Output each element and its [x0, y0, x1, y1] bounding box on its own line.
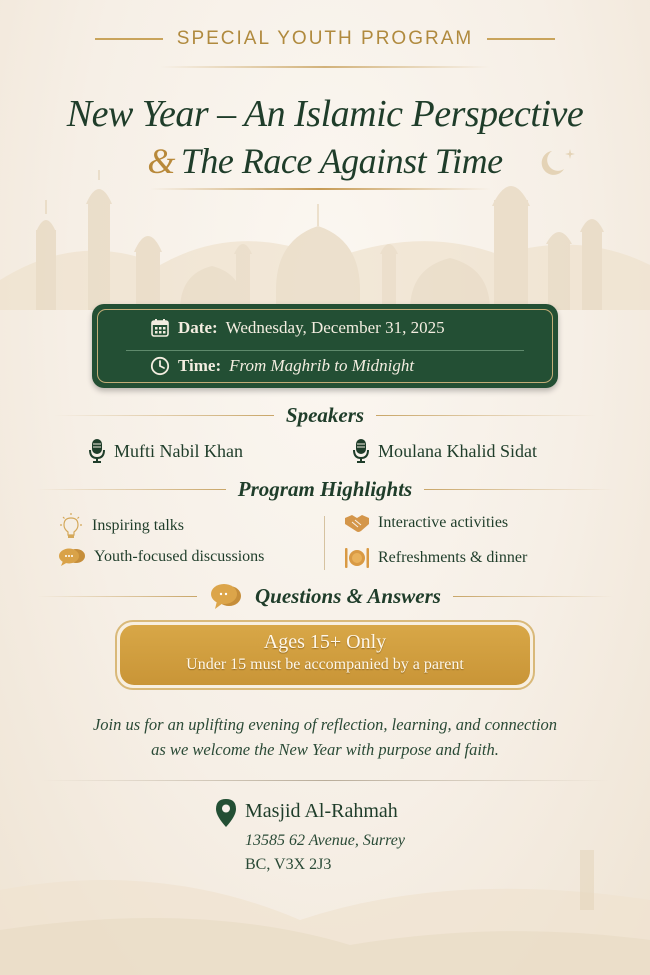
time-label: Time:	[178, 356, 222, 375]
speaker-item	[352, 438, 537, 464]
description-line1: Join us for an uplifting evening of reflection, learning, and connection	[92, 715, 558, 734]
speaker-name: Mufti Nabil Khan	[114, 440, 243, 461]
mosque-skyline-illustration	[0, 170, 650, 310]
highlight-item	[58, 546, 264, 568]
event-title-line1: New Year – An Islamic Perspective	[66, 93, 584, 135]
venue-address-line1: 13585 62 Avenue, Surrey	[245, 832, 405, 849]
highlight-label: Refreshments & dinner	[378, 549, 528, 566]
age-requirement-note: Under 15 must be accompanied by a parent	[186, 656, 464, 673]
ampersand: &	[147, 141, 175, 181]
divider	[54, 415, 274, 416]
divider	[487, 38, 555, 40]
map-pin-icon	[215, 798, 237, 828]
highlight-item	[58, 512, 184, 540]
divider	[150, 188, 490, 190]
event-title-line2	[0, 140, 650, 182]
plate-cutlery-icon	[344, 546, 370, 570]
time-row	[150, 356, 414, 376]
date-label: Date:	[178, 318, 218, 337]
venue-name: Masjid Al-Rahmah	[245, 800, 398, 822]
divider	[126, 350, 524, 351]
age-requirement-title: Ages 15+ Only	[263, 631, 387, 653]
venue-address-line2: BC, V3X 2J3	[245, 856, 332, 873]
speakers-heading-text: Speakers	[285, 403, 365, 427]
program-label	[0, 28, 650, 50]
divider	[453, 596, 613, 597]
description-line2: as we welcome the New Year with purpose and faith.	[151, 740, 499, 759]
chat-bubbles-icon	[209, 582, 243, 610]
highlight-label: Inspiring talks	[92, 517, 184, 534]
age-banner-fill	[120, 625, 530, 685]
lightbulb-icon	[58, 512, 84, 540]
speaker-name: Moulana Khalid Sidat	[378, 440, 537, 461]
divider	[160, 66, 490, 68]
handshake-icon	[344, 512, 370, 534]
divider	[424, 489, 614, 490]
divider	[95, 38, 163, 40]
speaker-item	[88, 438, 243, 464]
date-row	[150, 318, 445, 338]
hills-background	[0, 850, 650, 975]
divider	[40, 780, 610, 781]
divider	[324, 516, 325, 570]
divider	[36, 489, 226, 490]
microphone-icon	[88, 438, 106, 464]
event-description	[0, 712, 650, 762]
speakers-heading	[0, 403, 650, 428]
event-title-line2-text: The Race Against Time	[180, 141, 503, 181]
highlight-item	[344, 546, 527, 570]
highlight-label: Interactive activities	[378, 514, 509, 531]
divider	[37, 596, 197, 597]
qa-heading	[0, 582, 650, 610]
divider	[376, 415, 596, 416]
chat-bubbles-icon	[58, 546, 86, 568]
program-label-text: SPECIAL YOUTH PROGRAM	[176, 28, 474, 49]
time-value: From Maghrib to Midnight	[229, 356, 415, 375]
highlights-heading	[0, 477, 650, 502]
date-time-panel	[92, 304, 558, 388]
age-requirement-banner	[115, 620, 535, 690]
highlight-item	[344, 512, 508, 534]
microphone-icon	[352, 438, 370, 464]
highlights-heading-text: Program Highlights	[237, 477, 413, 501]
highlight-label: Youth-focused discussions	[94, 548, 265, 565]
date-value: Wednesday, December 31, 2025	[225, 318, 445, 337]
qa-heading-text: Questions & Answers	[255, 583, 441, 608]
calendar-icon	[150, 318, 170, 338]
clock-icon	[150, 356, 170, 376]
